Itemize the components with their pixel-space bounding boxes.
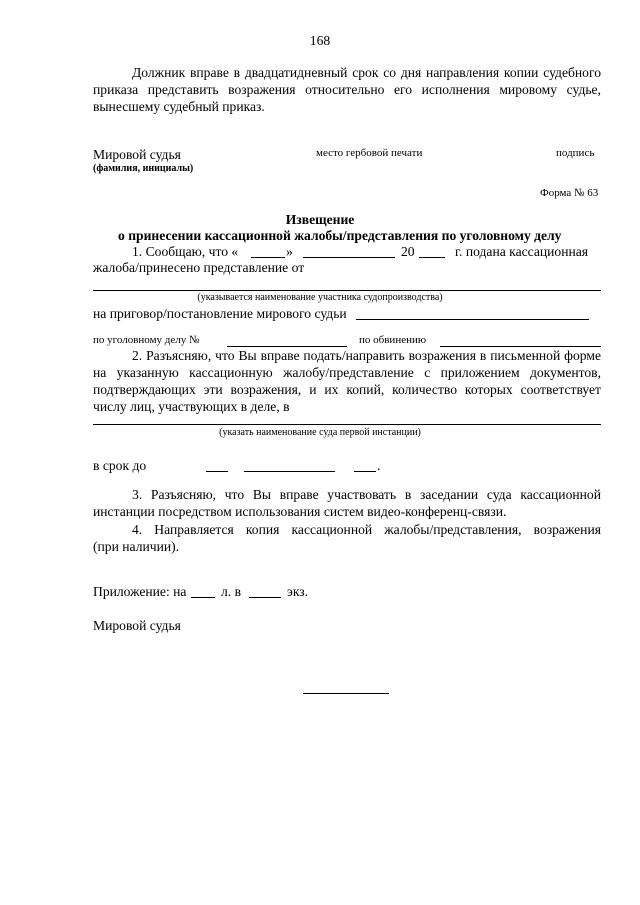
- p2-line1: 2. Разъясняю, что Вы вправе подать/направить возражения в письменной форме: [132, 348, 601, 363]
- p1-line1-d: г. подана кассационная: [455, 244, 589, 259]
- participant-hint: (указывается наименование участника судопроизводства): [197, 292, 443, 303]
- accused-label: по обвинению: [359, 334, 427, 346]
- notice-subtitle: о принесении кассационной жалобы/представления по уголовному делу: [118, 228, 562, 243]
- court-hint: (указать наименование суда первой инстанции): [219, 427, 421, 438]
- deadline-month-blank[interactable]: [244, 471, 335, 472]
- attachment-sheets: л. в: [221, 584, 241, 599]
- deadline-year-blank[interactable]: [354, 471, 376, 472]
- signature-label: подпись: [556, 147, 595, 159]
- p3-line2: инстанции посредством использования систем видео-конференц-связи.: [93, 504, 507, 519]
- intro-line-3: вынесшему судебный приказ.: [93, 99, 265, 114]
- seal-label: место гербовой печати: [316, 147, 423, 159]
- judge-label: Мировой судья: [93, 147, 181, 162]
- attachment-copies: экз.: [287, 584, 309, 599]
- attachment-label: Приложение: на: [93, 584, 187, 599]
- deadline-day-blank[interactable]: [206, 471, 228, 472]
- p2-line4: числу лиц, участвующих в деле, в: [93, 399, 290, 414]
- notice-title: Извещение: [285, 212, 355, 227]
- case-label: по уголовному делу №: [93, 334, 200, 346]
- p1-line2: жалоба/принесено представление от: [93, 260, 305, 275]
- deadline-dot: .: [377, 458, 381, 473]
- end-separator: [303, 693, 389, 694]
- intro-line-1: Должник вправе в двадцатидневный срок со дня направления копии судебного: [132, 65, 601, 80]
- deadline-label: в срок до: [93, 458, 147, 473]
- verdict-line: на приговор/постановление мирового судьи: [93, 306, 347, 321]
- p1-line1-b: »: [286, 244, 293, 259]
- p2-line2: на указанную кассационную жалобу/представление с приложением документов,: [93, 365, 601, 380]
- sheets-blank[interactable]: [191, 597, 215, 598]
- day-blank[interactable]: [251, 257, 285, 258]
- p4-line2: (при наличии).: [93, 539, 180, 554]
- judge-hint: (фамилия, инициалы): [93, 163, 194, 174]
- month-blank[interactable]: [303, 257, 395, 258]
- form-number: Форма № 63: [540, 187, 599, 199]
- p3-line1: 3. Разъясняю, что Вы вправе участвовать в заседании суда кассационной: [132, 487, 601, 502]
- p2-line3: подтверждающих эти возражения, и их копий, количество которых соответствует: [93, 382, 601, 397]
- year-blank[interactable]: [419, 257, 445, 258]
- p4-line1: 4. Направляется копия кассационной жалобы/представления, возражения: [132, 522, 601, 537]
- p1-line1-c: 20: [401, 244, 415, 259]
- closing-judge-label: Мировой судья: [93, 618, 181, 633]
- intro-line-2: приказа представить возражения относительно его исполнения мировому судье,: [93, 82, 601, 97]
- copies-blank[interactable]: [249, 597, 281, 598]
- court-blank[interactable]: [93, 424, 601, 425]
- page-number: 168: [309, 33, 331, 48]
- p1-line1-a: 1. Сообщаю, что «: [132, 244, 239, 259]
- verdict-blank[interactable]: [356, 319, 589, 320]
